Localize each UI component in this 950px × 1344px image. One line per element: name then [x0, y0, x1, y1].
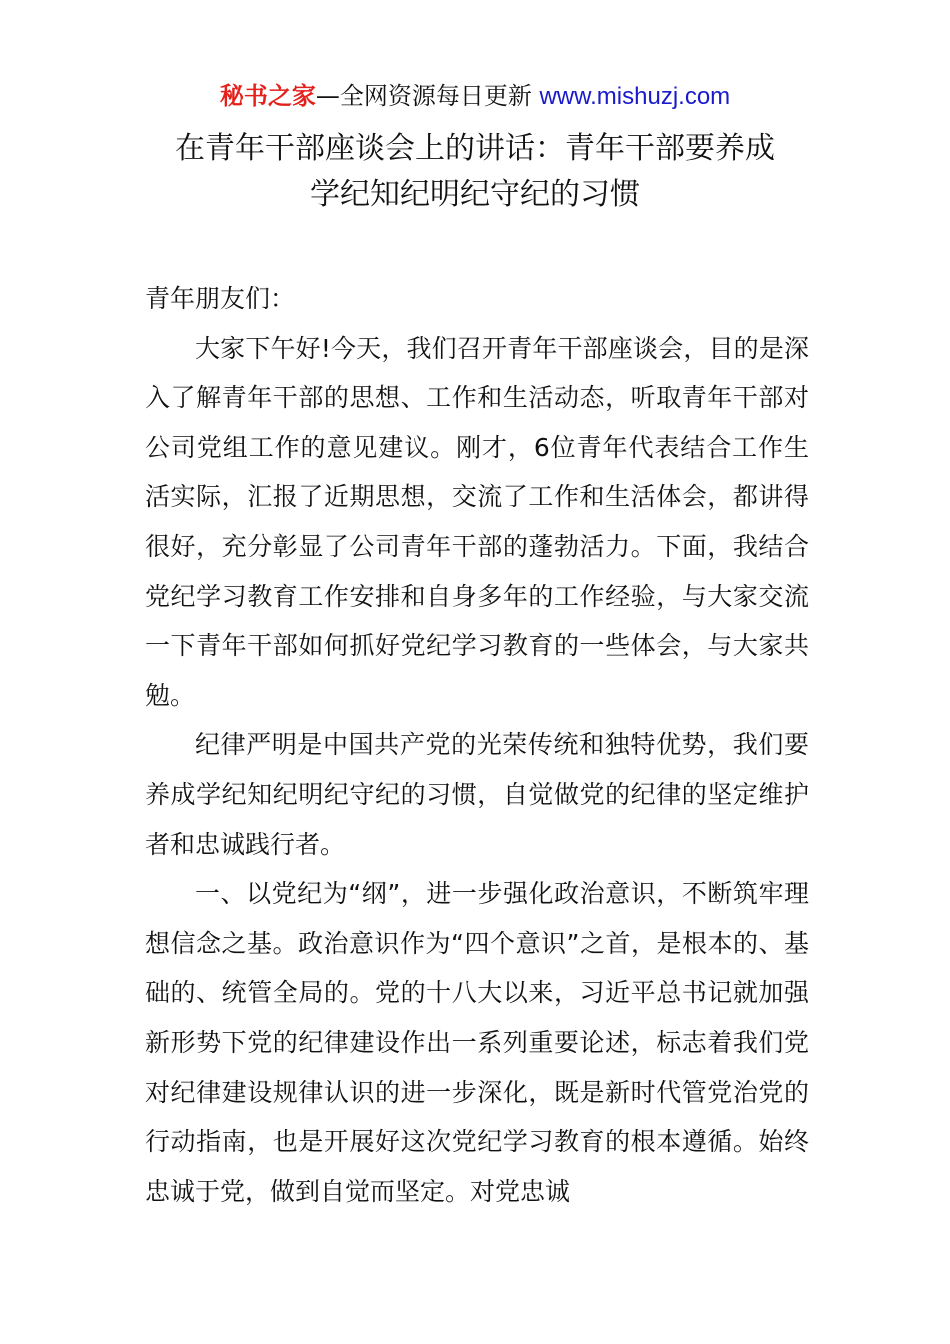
paragraph-section-one: 一、以党纪为“纲”，进一步强化政治意识，不断筑牢理想信念之基。政治意识作为“四个意识”之首，是根本的、基础的、统管全局的。党的十八大以来，习近平总书记就加强新形势下党的纪律建设作出一系列重要论述，标志着我们党对纪律建设规律认识的进一步深化，既是新时代管党治党的行动指南，也是开展好这次党纪学习教育的根本遵循。始终忠诚于党，做到自觉而坚定。对党忠诚 [145, 879, 809, 1206]
site-brand: 秘书之家 [219, 82, 316, 110]
site-tagline: —全网资源每日更新 [315, 82, 532, 110]
title-line-1: 在青年干部座谈会上的讲话：青年干部要养成 [175, 131, 775, 166]
document-body [145, 274, 809, 1216]
paragraph-opening: 大家下午好!今天，我们召开青年干部座谈会，目的是深入了解青年干部的思想、工作和生活动态，听取青年干部对公司党组工作的意见建议。刚才，6位青年代表结合工作生活实际，汇报了近期思想，交流了工作和生活体会，都讲得很好，充分彰显了公司青年干部的蓬勃活力。下面，我结合党纪学习教育工作安排和自身多年的工作经验，与大家交流一下青年干部如何抓好党纪学习教育的一些体会，与大家共勉。 [145, 333, 809, 710]
document-title [90, 126, 860, 218]
site-header [0, 80, 950, 113]
title-line-2: 学纪知纪明纪守纪的习惯 [310, 177, 640, 212]
salutation: 青年朋友们： [145, 284, 296, 313]
site-url-link[interactable]: www.mishuzj.com [539, 83, 731, 110]
paragraph-discipline: 纪律严明是中国共产党的光荣传统和独特优势，我们要养成学纪知纪明纪守纪的习惯，自觉做党的纪律的坚定维护者和忠诚践行者。 [145, 730, 809, 859]
